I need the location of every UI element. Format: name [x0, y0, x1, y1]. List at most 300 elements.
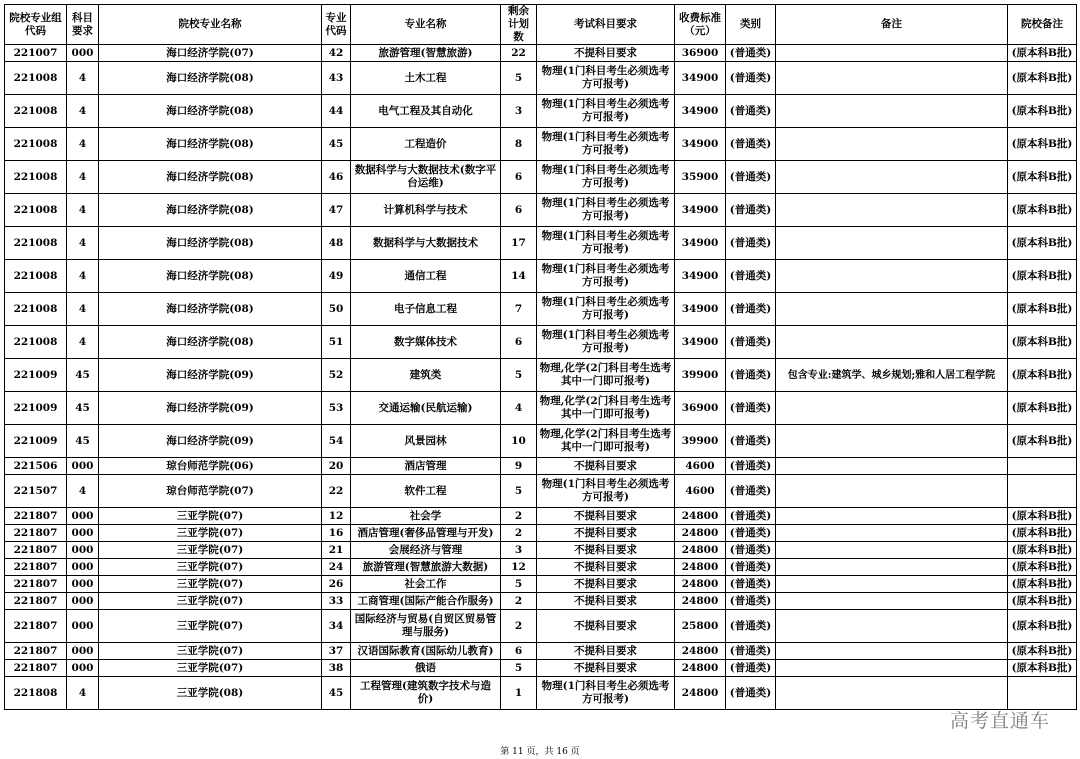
cell-category: (普通类): [726, 425, 776, 458]
cell-school-name: 海口经济学院(08): [99, 95, 322, 128]
cell-fee: 34900: [675, 326, 726, 359]
cell-category: (普通类): [726, 542, 776, 559]
cell-group-code: 221807: [5, 576, 67, 593]
cell-major-name: 数据科学与大数据技术(数字平台运维): [351, 161, 501, 194]
header-subject-req: 科目要求: [67, 5, 99, 45]
cell-fee: 34900: [675, 194, 726, 227]
cell-note: [776, 392, 1008, 425]
cell-major-name: 通信工程: [351, 260, 501, 293]
table-row: [5, 677, 1077, 710]
cell-category: (普通类): [726, 508, 776, 525]
cell-note: [776, 677, 1008, 710]
cell-remaining-plan: 3: [501, 95, 537, 128]
cell-note: [776, 227, 1008, 260]
cell-note: [776, 508, 1008, 525]
cell-remaining-plan: 6: [501, 643, 537, 660]
cell-school-name: 三亚学院(07): [99, 508, 322, 525]
cell-group-code: 221807: [5, 542, 67, 559]
cell-major-name: 工商管理(国际产能合作服务): [351, 593, 501, 610]
cell-category: (普通类): [726, 128, 776, 161]
cell-fee: 35900: [675, 161, 726, 194]
cell-major-name: 国际经济与贸易(自贸区贸易管理与服务): [351, 610, 501, 643]
cell-remaining-plan: 22: [501, 45, 537, 62]
cell-category: (普通类): [726, 643, 776, 660]
cell-note: [776, 525, 1008, 542]
cell-fee: 24800: [675, 559, 726, 576]
table-row: [5, 576, 1077, 593]
cell-subject-req: 45: [67, 425, 99, 458]
cell-major-name: 旅游管理(智慧旅游大数据): [351, 559, 501, 576]
cell-remaining-plan: 5: [501, 660, 537, 677]
cell-remaining-plan: 2: [501, 593, 537, 610]
cell-category: (普通类): [726, 593, 776, 610]
cell-subject-req: 4: [67, 677, 99, 710]
cell-category: (普通类): [726, 326, 776, 359]
cell-school-name: 三亚学院(07): [99, 576, 322, 593]
cell-major-code: 52: [322, 359, 351, 392]
cell-exam-subjects: 物理(1门科目考生必须选考方可报考): [537, 62, 675, 95]
cell-category: (普通类): [726, 45, 776, 62]
cell-exam-subjects: 物理(1门科目考生必须选考方可报考): [537, 194, 675, 227]
table-row: [5, 525, 1077, 542]
cell-note: [776, 260, 1008, 293]
cell-category: (普通类): [726, 161, 776, 194]
table-row: [5, 95, 1077, 128]
cell-subject-req: 4: [67, 326, 99, 359]
cell-group-code: 221008: [5, 95, 67, 128]
cell-group-code: 221507: [5, 475, 67, 508]
cell-school-name: 海口经济学院(09): [99, 425, 322, 458]
cell-fee: 34900: [675, 62, 726, 95]
cell-group-code: 221807: [5, 660, 67, 677]
cell-school-name: 三亚学院(07): [99, 610, 322, 643]
cell-major-code: 21: [322, 542, 351, 559]
cell-school-note: (原本科B批): [1008, 128, 1077, 161]
cell-category: (普通类): [726, 559, 776, 576]
cell-exam-subjects: 不提科目要求: [537, 525, 675, 542]
cell-remaining-plan: 7: [501, 293, 537, 326]
cell-school-note: (原本科B批): [1008, 194, 1077, 227]
cell-note: [776, 576, 1008, 593]
cell-school-name: 海口经济学院(09): [99, 392, 322, 425]
cell-remaining-plan: 9: [501, 458, 537, 475]
cell-school-name: 琼台师范学院(06): [99, 458, 322, 475]
cell-subject-req: 4: [67, 128, 99, 161]
cell-subject-req: 45: [67, 359, 99, 392]
cell-group-code: 221807: [5, 643, 67, 660]
cell-exam-subjects: 物理(1门科目考生必须选考方可报考): [537, 475, 675, 508]
cell-remaining-plan: 8: [501, 128, 537, 161]
table-row: [5, 559, 1077, 576]
cell-exam-subjects: 不提科目要求: [537, 660, 675, 677]
cell-remaining-plan: 1: [501, 677, 537, 710]
cell-fee: 24800: [675, 660, 726, 677]
cell-note: [776, 161, 1008, 194]
cell-category: (普通类): [726, 458, 776, 475]
cell-remaining-plan: 5: [501, 359, 537, 392]
table-row: [5, 293, 1077, 326]
cell-major-code: 51: [322, 326, 351, 359]
cell-exam-subjects: 不提科目要求: [537, 45, 675, 62]
cell-fee: 34900: [675, 128, 726, 161]
cell-group-code: 221009: [5, 425, 67, 458]
cell-note: [776, 458, 1008, 475]
cell-note: [776, 62, 1008, 95]
table-row: [5, 660, 1077, 677]
cell-category: (普通类): [726, 610, 776, 643]
cell-school-name: 海口经济学院(08): [99, 62, 322, 95]
cell-remaining-plan: 3: [501, 542, 537, 559]
cell-fee: 34900: [675, 227, 726, 260]
cell-fee: 24800: [675, 643, 726, 660]
cell-school-name: 三亚学院(07): [99, 559, 322, 576]
cell-note: [776, 559, 1008, 576]
cell-group-code: 221008: [5, 194, 67, 227]
cell-school-name: 海口经济学院(08): [99, 227, 322, 260]
cell-major-name: 数据科学与大数据技术: [351, 227, 501, 260]
cell-major-code: 22: [322, 475, 351, 508]
cell-school-note: (原本科B批): [1008, 660, 1077, 677]
cell-category: (普通类): [726, 677, 776, 710]
header-major-code: 专业代码: [322, 5, 351, 45]
cell-remaining-plan: 5: [501, 475, 537, 508]
table-row: [5, 542, 1077, 559]
table-row: [5, 643, 1077, 660]
cell-fee: 36900: [675, 392, 726, 425]
cell-category: (普通类): [726, 260, 776, 293]
cell-group-code: 221008: [5, 227, 67, 260]
table-row: [5, 161, 1077, 194]
cell-school-note: (原本科B批): [1008, 227, 1077, 260]
cell-exam-subjects: 不提科目要求: [537, 559, 675, 576]
table-row: [5, 128, 1077, 161]
cell-major-code: 33: [322, 593, 351, 610]
cell-school-note: (原本科B批): [1008, 643, 1077, 660]
cell-major-code: 53: [322, 392, 351, 425]
cell-category: (普通类): [726, 95, 776, 128]
cell-note: [776, 425, 1008, 458]
cell-category: (普通类): [726, 576, 776, 593]
cell-fee: 4600: [675, 475, 726, 508]
cell-school-note: (原本科B批): [1008, 508, 1077, 525]
cell-school-name: 三亚学院(07): [99, 542, 322, 559]
cell-exam-subjects: 不提科目要求: [537, 458, 675, 475]
cell-major-name: 工程管理(建筑数字技术与造价): [351, 677, 501, 710]
cell-remaining-plan: 2: [501, 610, 537, 643]
cell-group-code: 221807: [5, 593, 67, 610]
cell-group-code: 221008: [5, 326, 67, 359]
cell-note: [776, 326, 1008, 359]
cell-major-code: 43: [322, 62, 351, 95]
cell-subject-req: 4: [67, 260, 99, 293]
cell-remaining-plan: 14: [501, 260, 537, 293]
cell-fee: 24800: [675, 508, 726, 525]
cell-major-code: 48: [322, 227, 351, 260]
cell-school-note: (原本科B批): [1008, 593, 1077, 610]
cell-subject-req: 000: [67, 45, 99, 62]
cell-major-code: 37: [322, 643, 351, 660]
cell-school-note: (原本科B批): [1008, 293, 1077, 326]
table-row: [5, 326, 1077, 359]
cell-school-note: (原本科B批): [1008, 95, 1077, 128]
cell-exam-subjects: 不提科目要求: [537, 542, 675, 559]
cell-category: (普通类): [726, 475, 776, 508]
cell-exam-subjects: 不提科目要求: [537, 576, 675, 593]
table-row: [5, 260, 1077, 293]
cell-major-name: 数字媒体技术: [351, 326, 501, 359]
cell-exam-subjects: 物理(1门科目考生必须选考方可报考): [537, 260, 675, 293]
cell-subject-req: 4: [67, 62, 99, 95]
cell-school-name: 海口经济学院(09): [99, 359, 322, 392]
cell-exam-subjects: 不提科目要求: [537, 610, 675, 643]
cell-group-code: 221008: [5, 128, 67, 161]
cell-major-name: 计算机科学与技术: [351, 194, 501, 227]
cell-subject-req: 4: [67, 227, 99, 260]
cell-school-note: (原本科B批): [1008, 542, 1077, 559]
cell-subject-req: 4: [67, 95, 99, 128]
cell-group-code: 221009: [5, 392, 67, 425]
header-note: 备注: [776, 5, 1008, 45]
table-row: [5, 458, 1077, 475]
cell-exam-subjects: 物理(1门科目考生必须选考方可报考): [537, 161, 675, 194]
cell-remaining-plan: 6: [501, 161, 537, 194]
cell-major-name: 风景园林: [351, 425, 501, 458]
cell-subject-req: 000: [67, 576, 99, 593]
cell-group-code: 221807: [5, 508, 67, 525]
cell-school-name: 海口经济学院(08): [99, 326, 322, 359]
cell-major-name: 旅游管理(智慧旅游): [351, 45, 501, 62]
cell-group-code: 221008: [5, 260, 67, 293]
cell-major-name: 汉语国际教育(国际幼儿教育): [351, 643, 501, 660]
cell-major-name: 软件工程: [351, 475, 501, 508]
header-remaining-plan: 剩余计划数: [501, 5, 537, 45]
cell-major-code: 24: [322, 559, 351, 576]
cell-school-name: 三亚学院(07): [99, 643, 322, 660]
cell-school-name: 海口经济学院(07): [99, 45, 322, 62]
page-footer: 第 11 页，共 16 页: [500, 747, 580, 757]
cell-category: (普通类): [726, 525, 776, 542]
cell-major-name: 电气工程及其自动化: [351, 95, 501, 128]
watermark: 高考直通车: [949, 710, 1050, 732]
cell-school-note: (原本科B批): [1008, 525, 1077, 542]
cell-major-name: 酒店管理: [351, 458, 501, 475]
cell-remaining-plan: 10: [501, 425, 537, 458]
cell-subject-req: 4: [67, 161, 99, 194]
cell-school-name: 三亚学院(08): [99, 677, 322, 710]
cell-remaining-plan: 12: [501, 559, 537, 576]
cell-remaining-plan: 6: [501, 194, 537, 227]
cell-school-note: (原本科B批): [1008, 260, 1077, 293]
cell-group-code: 221009: [5, 359, 67, 392]
cell-school-note: (原本科B批): [1008, 45, 1077, 62]
cell-major-code: 38: [322, 660, 351, 677]
cell-major-code: 42: [322, 45, 351, 62]
cell-subject-req: 4: [67, 194, 99, 227]
cell-school-note: (原本科B批): [1008, 392, 1077, 425]
cell-subject-req: 000: [67, 542, 99, 559]
cell-exam-subjects: 不提科目要求: [537, 593, 675, 610]
header-school-note: 院校备注: [1008, 5, 1077, 45]
table-row: [5, 392, 1077, 425]
cell-exam-subjects: 物理,化学(2门科目考生选考其中一门即可报考): [537, 392, 675, 425]
cell-note: [776, 542, 1008, 559]
cell-exam-subjects: 物理(1门科目考生必须选考方可报考): [537, 95, 675, 128]
cell-group-code: 221008: [5, 161, 67, 194]
cell-major-code: 47: [322, 194, 351, 227]
cell-school-name: 琼台师范学院(07): [99, 475, 322, 508]
cell-major-name: 酒店管理(奢侈品管理与开发): [351, 525, 501, 542]
cell-school-name: 三亚学院(07): [99, 525, 322, 542]
cell-major-code: 34: [322, 610, 351, 643]
cell-group-code: 221008: [5, 293, 67, 326]
cell-subject-req: 4: [67, 475, 99, 508]
cell-exam-subjects: 不提科目要求: [537, 508, 675, 525]
cell-fee: 24800: [675, 593, 726, 610]
cell-category: (普通类): [726, 359, 776, 392]
cell-subject-req: 000: [67, 525, 99, 542]
cell-note: [776, 45, 1008, 62]
cell-group-code: 221807: [5, 610, 67, 643]
cell-subject-req: 000: [67, 593, 99, 610]
cell-major-code: 12: [322, 508, 351, 525]
cell-major-code: 45: [322, 128, 351, 161]
cell-group-code: 221007: [5, 45, 67, 62]
cell-exam-subjects: 物理(1门科目考生必须选考方可报考): [537, 677, 675, 710]
cell-subject-req: 000: [67, 559, 99, 576]
table-row: [5, 610, 1077, 643]
cell-note: [776, 194, 1008, 227]
cell-school-name: 海口经济学院(08): [99, 260, 322, 293]
header-school-name: 院校专业名称: [99, 5, 322, 45]
cell-major-name: 土木工程: [351, 62, 501, 95]
cell-subject-req: 000: [67, 660, 99, 677]
header-fee: 收费标准（元）: [675, 5, 726, 45]
cell-major-name: 工程造价: [351, 128, 501, 161]
table-row: [5, 593, 1077, 610]
cell-major-code: 49: [322, 260, 351, 293]
cell-category: (普通类): [726, 293, 776, 326]
cell-fee: 24800: [675, 677, 726, 710]
cell-remaining-plan: 2: [501, 508, 537, 525]
table-row: [5, 194, 1077, 227]
cell-note: [776, 95, 1008, 128]
table-row: [5, 359, 1077, 392]
header-exam-subjects: 考试科目要求: [537, 5, 675, 45]
cell-school-note: (原本科B批): [1008, 62, 1077, 95]
header-group-code: 院校专业组代码: [5, 5, 67, 45]
cell-note: 包含专业:建筑学、城乡规划;雅和人居工程学院: [776, 359, 1008, 392]
cell-school-note: [1008, 677, 1077, 710]
cell-remaining-plan: 5: [501, 62, 537, 95]
cell-school-note: (原本科B批): [1008, 425, 1077, 458]
cell-major-name: 建筑类: [351, 359, 501, 392]
cell-fee: 34900: [675, 95, 726, 128]
cell-exam-subjects: 物理(1门科目考生必须选考方可报考): [537, 227, 675, 260]
cell-remaining-plan: 2: [501, 525, 537, 542]
cell-exam-subjects: 不提科目要求: [537, 643, 675, 660]
cell-major-name: 社会学: [351, 508, 501, 525]
cell-school-name: 海口经济学院(08): [99, 161, 322, 194]
cell-group-code: 221808: [5, 677, 67, 710]
cell-category: (普通类): [726, 227, 776, 260]
cell-category: (普通类): [726, 62, 776, 95]
cell-school-name: 海口经济学院(08): [99, 128, 322, 161]
cell-note: [776, 660, 1008, 677]
cell-exam-subjects: 物理(1门科目考生必须选考方可报考): [537, 326, 675, 359]
cell-subject-req: 4: [67, 293, 99, 326]
cell-school-note: (原本科B批): [1008, 359, 1077, 392]
cell-fee: 36900: [675, 45, 726, 62]
cell-school-note: [1008, 458, 1077, 475]
cell-note: [776, 128, 1008, 161]
cell-fee: 25800: [675, 610, 726, 643]
table-row: [5, 227, 1077, 260]
cell-category: (普通类): [726, 392, 776, 425]
table-row: [5, 475, 1077, 508]
cell-remaining-plan: 17: [501, 227, 537, 260]
cell-school-name: 三亚学院(07): [99, 660, 322, 677]
cell-group-code: 221506: [5, 458, 67, 475]
cell-group-code: 221008: [5, 62, 67, 95]
header-row: [5, 5, 1077, 45]
cell-subject-req: 000: [67, 458, 99, 475]
cell-note: [776, 610, 1008, 643]
cell-remaining-plan: 5: [501, 576, 537, 593]
admissions-table: [4, 4, 1077, 710]
cell-fee: 24800: [675, 576, 726, 593]
cell-subject-req: 000: [67, 643, 99, 660]
table-row: [5, 45, 1077, 62]
cell-major-name: 交通运输(民航运输): [351, 392, 501, 425]
cell-school-note: (原本科B批): [1008, 576, 1077, 593]
cell-school-note: (原本科B批): [1008, 326, 1077, 359]
cell-school-name: 三亚学院(07): [99, 593, 322, 610]
cell-group-code: 221807: [5, 525, 67, 542]
cell-subject-req: 000: [67, 508, 99, 525]
cell-fee: 4600: [675, 458, 726, 475]
cell-fee: 39900: [675, 425, 726, 458]
cell-exam-subjects: 物理(1门科目考生必须选考方可报考): [537, 293, 675, 326]
cell-subject-req: 45: [67, 392, 99, 425]
header-category: 类别: [726, 5, 776, 45]
cell-school-note: [1008, 475, 1077, 508]
cell-school-note: (原本科B批): [1008, 161, 1077, 194]
cell-major-name: 俄语: [351, 660, 501, 677]
cell-note: [776, 593, 1008, 610]
cell-school-note: (原本科B批): [1008, 559, 1077, 576]
cell-category: (普通类): [726, 194, 776, 227]
cell-exam-subjects: 物理,化学(2门科目考生选考其中一门即可报考): [537, 425, 675, 458]
table-row: [5, 62, 1077, 95]
cell-fee: 24800: [675, 542, 726, 559]
table-row: [5, 425, 1077, 458]
cell-school-name: 海口经济学院(08): [99, 194, 322, 227]
cell-major-code: 20: [322, 458, 351, 475]
cell-major-code: 26: [322, 576, 351, 593]
cell-school-name: 海口经济学院(08): [99, 293, 322, 326]
cell-subject-req: 000: [67, 610, 99, 643]
cell-major-code: 54: [322, 425, 351, 458]
cell-school-note: (原本科B批): [1008, 610, 1077, 643]
cell-major-code: 50: [322, 293, 351, 326]
cell-major-code: 46: [322, 161, 351, 194]
cell-exam-subjects: 物理,化学(2门科目考生选考其中一门即可报考): [537, 359, 675, 392]
cell-major-name: 会展经济与管理: [351, 542, 501, 559]
cell-fee: 34900: [675, 260, 726, 293]
cell-remaining-plan: 4: [501, 392, 537, 425]
cell-fee: 24800: [675, 525, 726, 542]
cell-major-code: 44: [322, 95, 351, 128]
